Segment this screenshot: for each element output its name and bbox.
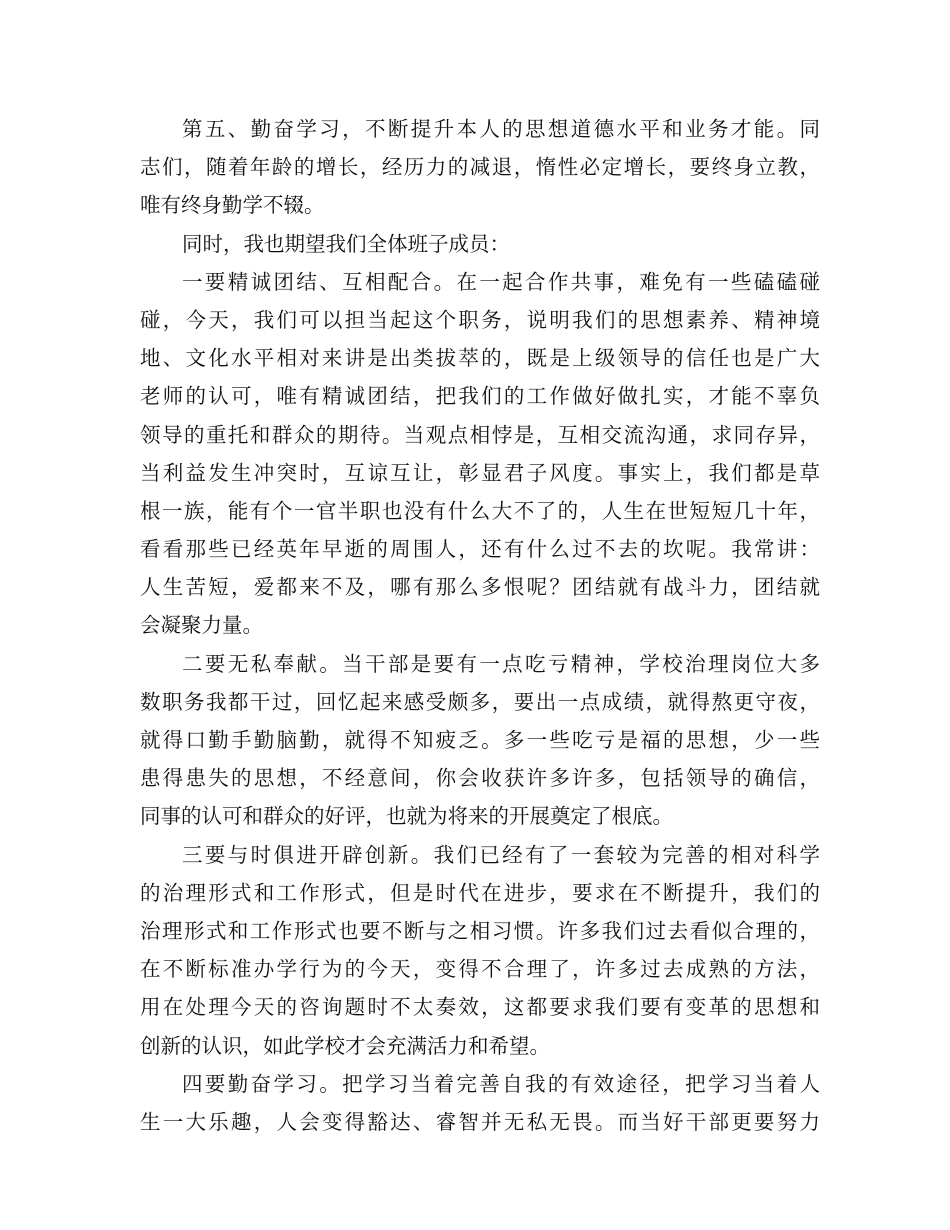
text-line: 唯有终身勤学不辍。 xyxy=(140,193,325,218)
text-line: 生一大乐趣，人会变得豁达、睿智并无私无畏。而当好干部更要努力 xyxy=(140,1109,820,1134)
text-line: 治理形式和工作形式也要不断与之相习惯。许多我们过去看似合理的， xyxy=(140,918,820,943)
text-line: 的治理形式和工作形式，但是时代在进步，要求在不断提升，我们的 xyxy=(140,880,820,905)
text-line: 碰，今天，我们可以担当起这个职务，说明我们的思想素养、精神境 xyxy=(140,307,820,332)
text-line: 根一族，能有个一官半职也没有什么大不了的，人生在世短短几十年， xyxy=(140,498,820,523)
text-line: 数职务我都干过，回忆起来感受颇多，要出一点成绩，就得熬更守夜， xyxy=(140,689,820,714)
text-line: 用在处理今天的咨询题时不太奏效，这都要求我们要有变革的思想和 xyxy=(140,995,820,1020)
paragraph-expectation-intro xyxy=(140,225,820,263)
paragraph-study xyxy=(140,1065,820,1141)
text-line: 三要与时俱进开辟创新。我们已经有了一套较为完善的相对科学 xyxy=(182,842,820,867)
paragraph-innovation xyxy=(140,836,820,1065)
text-line: 同事的认可和群众的好评，也就为将来的开展奠定了根底。 xyxy=(140,804,673,829)
text-line: 领导的重托和群众的期待。当观点相悖是，互相交流沟通，求同存异， xyxy=(140,422,820,447)
text-line: 在不断标准办学行为的今天，变得不合理了，许多过去成熟的方法， xyxy=(140,957,820,982)
text-line: 老师的认可，唯有精诚团结，把我们的工作做好做扎实，才能不辜负 xyxy=(140,384,820,409)
text-line: 患得患失的思想，不经意间，你会收获许多许多，包括领导的确信， xyxy=(140,766,820,791)
text-line: 一要精诚团结、互相配合。在一起合作共事，难免有一些磕磕碰 xyxy=(182,269,820,294)
text-line: 看看那些已经英年早逝的周围人，还有什么过不去的坎呢。我常讲： xyxy=(140,537,820,562)
text-line: 同时，我也期望我们全体班子成员： xyxy=(182,231,510,256)
text-line: 地、文化水平相对来讲是出类拔萃的，既是上级领导的信任也是广大 xyxy=(140,346,820,371)
document-body xyxy=(140,110,820,1141)
paragraph-dedication xyxy=(140,645,820,836)
text-line: 四要勤奋学习。把学习当着完善自我的有效途径，把学习当着人 xyxy=(182,1071,820,1096)
paragraph-unity xyxy=(140,263,820,645)
text-line: 就得口勤手勤脑勤，就得不知疲乏。多一些吃亏是福的思想，少一些 xyxy=(140,728,820,752)
text-line: 当利益发生冲突时，互谅互让，彰显君子风度。事实上，我们都是草 xyxy=(140,460,820,485)
text-line: 二要无私奉献。当干部是要有一点吃亏精神，学校治理岗位大多 xyxy=(182,651,820,676)
text-line: 志们，随着年龄的增长，经历力的减退，惰性必定增长，要终身立教， xyxy=(140,155,820,180)
text-line: 第五、勤奋学习，不断提升本人的思想道德水平和业务才能。同 xyxy=(182,117,820,141)
text-line: 创新的认识，如此学校才会充满活力和希望。 xyxy=(140,1033,550,1058)
text-line: 人生苦短，爱都来不及，哪有那么多恨呢？团结就有战斗力，团结就 xyxy=(140,575,820,600)
text-line: 会凝聚力量。 xyxy=(140,613,263,638)
paragraph-fifth-point xyxy=(140,110,820,225)
